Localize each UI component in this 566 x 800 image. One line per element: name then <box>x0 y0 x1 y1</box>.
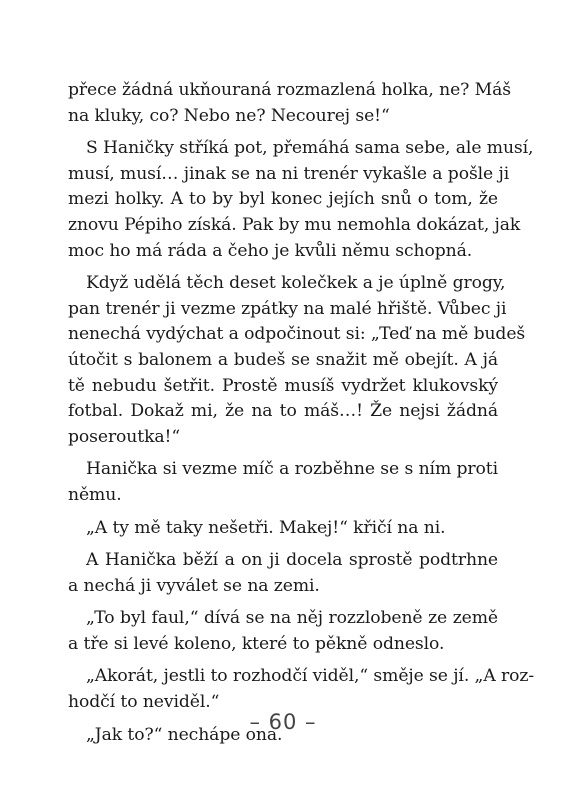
text-line: Hanička si vezme míč a rozběhne se s ním proti <box>86 459 498 480</box>
text-line: „Akorát, jestli to rozhodčí viděl,“ směje se jí. „A roz- <box>86 666 535 687</box>
paragraph <box>68 457 498 508</box>
text-line: moc ho má ráda a čeho je kvůli němu schopná. <box>68 240 473 261</box>
text-line: znovu Pépiho získá. Pak by mu nemohla dokázat, jak <box>68 214 521 235</box>
text-line: na kluky, co? Nebo ne? Necourej se!“ <box>68 105 390 126</box>
text-line: nenechá vydýchat a odpočinout si: „Teď na mě budeš <box>68 324 526 345</box>
text-line: hodčí to neviděl.“ <box>68 692 220 713</box>
text-line: přece žádná ukňouraná rozmazlená holka, ne? Máš <box>68 80 512 100</box>
paragraph <box>68 606 498 657</box>
body-text <box>68 78 535 755</box>
text-line: pan trenér ji vezme zpátky na malé hřiště. Vůbec ji <box>68 298 507 319</box>
paragraph <box>68 136 534 264</box>
text-line: poseroutka!“ <box>68 426 181 447</box>
text-line: a tře si levé koleno, které to pěkně odneslo. <box>68 633 445 654</box>
page-number: – 60 – <box>249 710 317 734</box>
paragraph <box>68 271 526 450</box>
text-line: Když udělá těch deset kolečkek a je úplně grogy, <box>86 273 506 294</box>
text-line: fotbal. Dokaž mi, že na to máš…! Že nejsi žádná <box>68 401 498 422</box>
paragraph <box>68 516 498 542</box>
text-line: tě nebudu šetřit. Prostě musíš vydržet klukovský <box>68 375 498 396</box>
text-line: S Haničky stříká pot, přemáhá sama sebe, ale musí, <box>86 138 534 159</box>
text-line: musí, musí… jinak se na ni trenér vykašle a pošle ji <box>68 163 510 184</box>
text-line: „To byl faul,“ dívá se na něj rozzlobeně ze země <box>86 608 498 629</box>
text-line: „A ty mě taky nešetři. Makej!“ křičí na ni. <box>86 517 446 538</box>
text-line: „Jak to?“ nechápe ona. <box>86 724 283 745</box>
paragraph <box>68 548 498 599</box>
text-line: A Hanička běží a on ji docela sprostě podtrhne <box>86 550 498 571</box>
text-line: a nechá ji vyválet se na zemi. <box>68 575 320 596</box>
text-line: mezi holky. A to by byl konec jejích snů o tom, že <box>68 189 498 210</box>
paragraph <box>68 664 535 715</box>
text-line: němu. <box>68 484 122 505</box>
paragraph <box>68 78 512 129</box>
text-line: útočit s balonem a budeš se snažit mě obejít. A já <box>68 349 498 370</box>
